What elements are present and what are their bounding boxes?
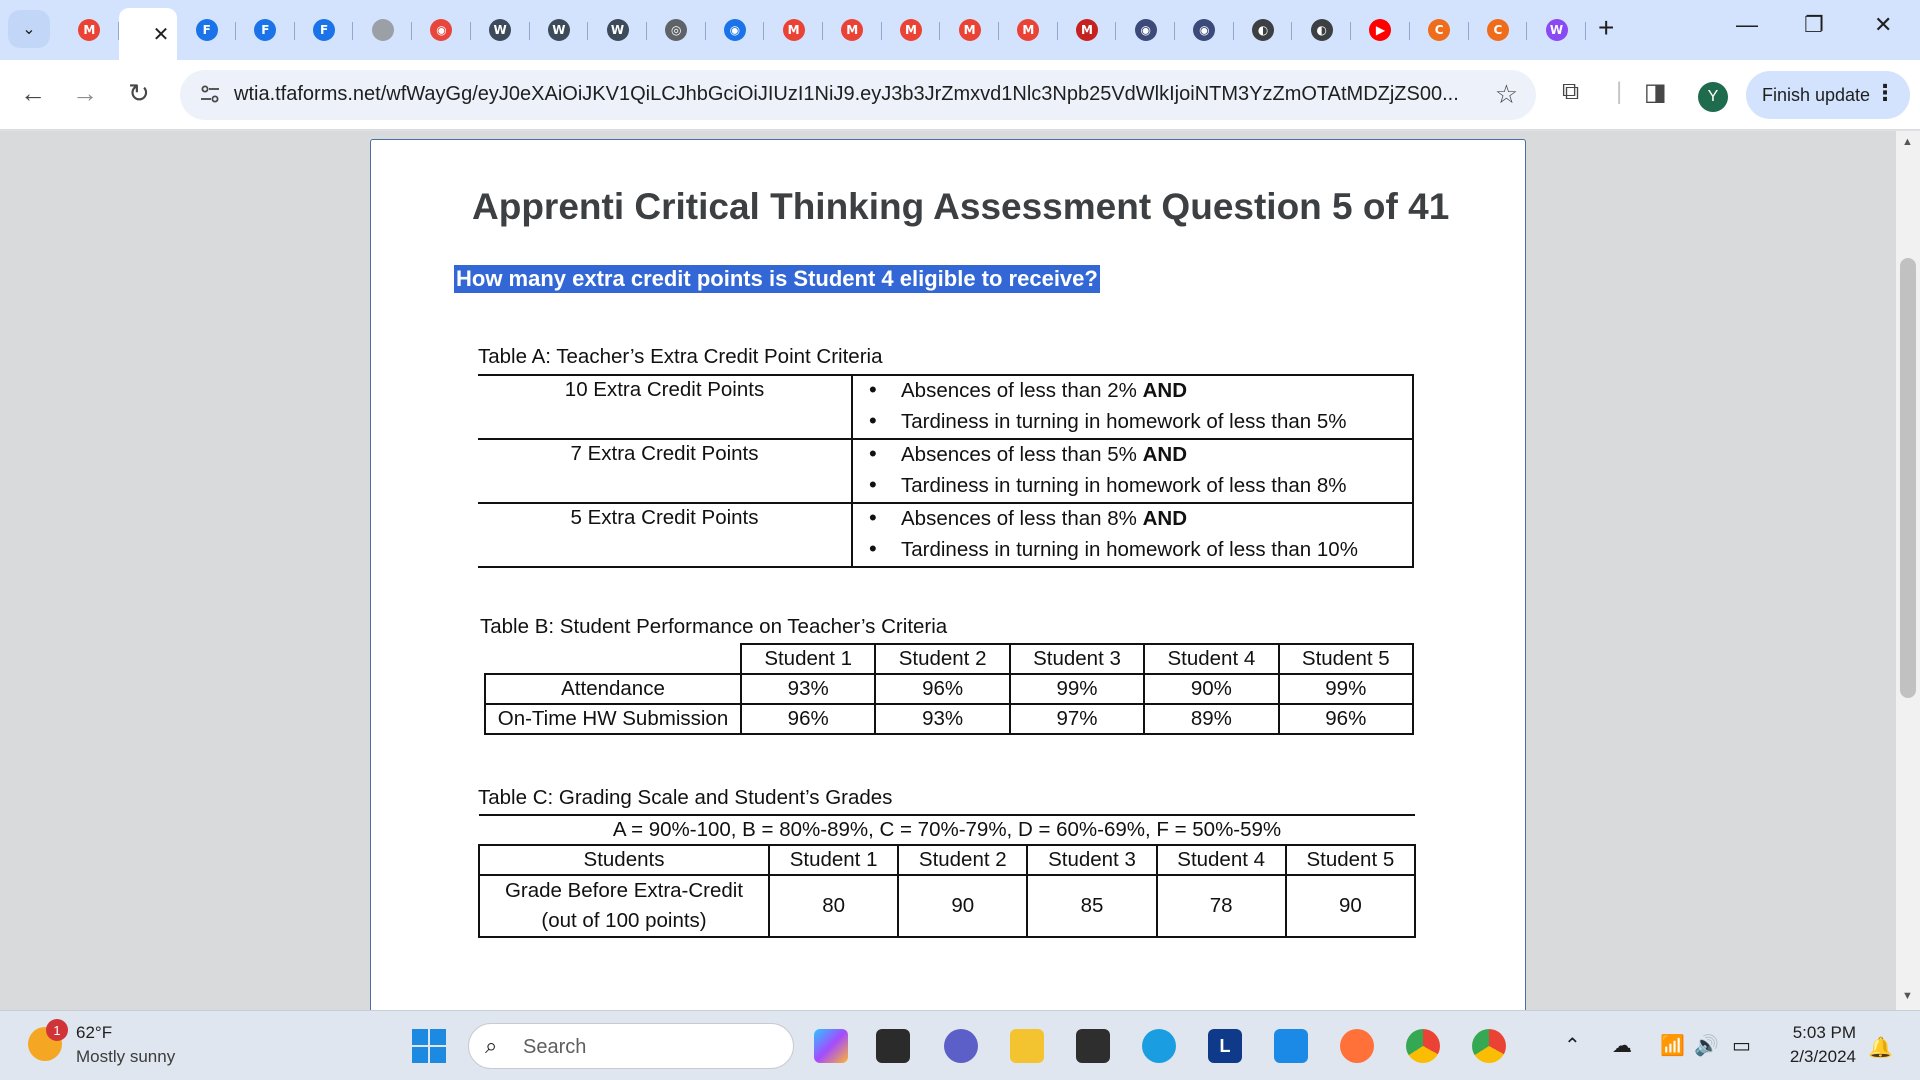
table-row (485, 674, 1413, 704)
mail-icon: M (1076, 19, 1098, 41)
criteria-tardiness: • Tardiness in turning in homework of less than 8% (865, 471, 1412, 502)
browser-tab[interactable] (1469, 8, 1528, 52)
chevron-down-icon: ⌄ (22, 21, 36, 38)
browser-tab[interactable] (1058, 8, 1117, 52)
chrome-icon[interactable] (1472, 1029, 1506, 1063)
taskbar-search[interactable] (468, 1023, 794, 1069)
canva-icon: C (1428, 19, 1450, 41)
table-cell: 93% (875, 704, 1009, 734)
column-header: Student 5 (1279, 644, 1413, 674)
volume-icon[interactable]: 🔊 (1694, 1035, 1719, 1057)
gmail-icon: M (900, 19, 922, 41)
taskbar (0, 1010, 1920, 1080)
weather-temperature[interactable]: 62°F (76, 1023, 113, 1042)
forward-icon[interactable]: → (72, 78, 98, 108)
criteria-cell (852, 439, 1413, 503)
browser-tab[interactable] (588, 8, 647, 52)
table-row (485, 704, 1413, 734)
table-header-row (479, 845, 1415, 875)
column-header: Student 1 (769, 845, 898, 875)
table-cell: 96% (875, 674, 1009, 704)
criteria-text: Absences of less than 8% (901, 507, 1137, 530)
table-cell: 96% (741, 704, 875, 734)
side-panel-icon[interactable]: ◨ (1644, 79, 1667, 106)
taskbar-search-placeholder: Search (523, 1036, 587, 1058)
toolbar-divider: | (1616, 78, 1623, 105)
criteria-list (865, 376, 1412, 438)
wordpress-icon: W (489, 19, 511, 41)
question-text: How many extra credit points is Student 4 eligible to receive? (456, 266, 1098, 291)
gmail-icon: M (959, 19, 981, 41)
criteria-text: Absences of less than 2% (901, 379, 1137, 402)
browser-tab[interactable] (1234, 8, 1293, 52)
restore-icon[interactable]: ❐ (1804, 12, 1824, 37)
table-cell: 80 (769, 875, 898, 937)
cloud-sync-icon[interactable]: ☁ (1612, 1035, 1632, 1057)
criteria-absences (865, 376, 1412, 407)
address-bar[interactable] (180, 70, 1536, 120)
table-cell: 85 (1027, 875, 1156, 937)
column-header: Student 3 (1010, 644, 1144, 674)
forms-icon: F (254, 19, 276, 41)
criteria-tardiness: • Tardiness in turning in homework of less than 5% (865, 407, 1412, 438)
search-icon: ⌕ (485, 1033, 498, 1058)
browser-tab[interactable] (177, 8, 236, 52)
credit-level: 10 Extra Credit Points (478, 375, 852, 439)
scroll-up-icon[interactable]: ▲ (1902, 136, 1913, 148)
column-header: Student 4 (1157, 845, 1286, 875)
table-cell: 78 (1157, 875, 1286, 937)
gmail-icon: M (841, 19, 863, 41)
criteria-list (865, 504, 1412, 566)
browser-tab[interactable] (940, 8, 999, 52)
globe-icon: ◐ (1252, 19, 1274, 41)
table-b-caption: Table B: Student Performance on Teacher’s Criteria (480, 615, 948, 638)
more-menu-icon: ⋮ (1874, 80, 1896, 105)
notification-badge: 1 (46, 1019, 68, 1041)
browser-toolbar (0, 60, 1920, 130)
lockdown-browser-icon[interactable]: L (1208, 1029, 1242, 1063)
grade-label: Grade Before Extra-Credit (504, 879, 744, 902)
tab-list (60, 8, 1586, 52)
empty-cell (485, 644, 741, 674)
gmail-icon: M (1017, 19, 1039, 41)
new-tab-button[interactable]: + (1598, 12, 1615, 43)
gmail-icon: M (783, 19, 805, 41)
criteria-cell (852, 503, 1413, 567)
table-c-caption: Table C: Grading Scale and Student’s Grades (478, 786, 893, 809)
site-icon: ◉ (724, 19, 746, 41)
meet-chat-icon[interactable] (944, 1029, 978, 1063)
column-header: Student 2 (875, 644, 1009, 674)
browser-tab[interactable] (1527, 8, 1586, 52)
clock-date[interactable]: 2/3/2024 (1789, 1047, 1856, 1066)
table-cell: 89% (1144, 704, 1278, 734)
column-header: Student 3 (1027, 845, 1156, 875)
close-window-icon[interactable]: ✕ (1874, 12, 1893, 37)
criteria-absences (865, 504, 1412, 535)
scroll-down-icon[interactable]: ▼ (1902, 990, 1913, 1002)
finish-update-button[interactable] (1746, 71, 1910, 119)
forms-icon: F (196, 19, 218, 41)
criteria-cell (852, 375, 1413, 439)
column-header: Student 4 (1144, 644, 1278, 674)
browser-tab[interactable] (706, 8, 765, 52)
browser-tab[interactable] (236, 8, 295, 52)
youtube-icon: ▶ (1369, 19, 1391, 41)
grading-scale: A = 90%-100, B = 80%-89%, C = 70%-79%, D = 60%-69%, F = 50%-59% (479, 815, 1415, 845)
table-a (478, 374, 1414, 568)
browser-tab[interactable] (1175, 8, 1234, 52)
table-cell: 99% (1010, 674, 1144, 704)
browser-tab[interactable] (647, 8, 706, 52)
notification-bell-icon[interactable]: 🔔 (1868, 1037, 1893, 1059)
reload-icon[interactable]: ↻ (128, 78, 150, 108)
row-label: On-Time HW Submission (485, 704, 741, 734)
row-label: Attendance (485, 674, 741, 704)
criteria-list (865, 440, 1412, 502)
table-cell: 90 (1286, 875, 1415, 937)
table-row (478, 439, 1413, 503)
browser-tab[interactable] (1292, 8, 1351, 52)
back-icon[interactable]: ← (20, 78, 46, 108)
loading-icon (372, 19, 394, 41)
app-icon: ◉ (430, 19, 452, 41)
finish-update-label: Finish update (1762, 84, 1871, 105)
scrollbar-thumb[interactable] (1900, 258, 1916, 698)
profile-avatar[interactable]: Y (1698, 82, 1728, 112)
tab-strip (0, 0, 1920, 60)
criteria-and: AND (1142, 507, 1188, 530)
grade-label-unit: (out of 100 points) (541, 909, 707, 932)
browser-tab[interactable] (823, 8, 882, 52)
page-title: Apprenti Critical Thinking Assessment Question 5 of 41 (472, 186, 1450, 227)
globe-icon: ◐ (1311, 19, 1333, 41)
table-a-caption: Table A: Teacher’s Extra Credit Point Criteria (478, 345, 883, 368)
table-c (478, 814, 1416, 938)
browser-tab[interactable] (353, 8, 412, 52)
criteria-text: Absences of less than 5% (901, 443, 1137, 466)
criteria-tardiness: • Tardiness in turning in homework of less than 10% (865, 535, 1412, 566)
store-icon[interactable] (1076, 1029, 1110, 1063)
browser-tab[interactable] (119, 8, 178, 60)
table-cell: 97% (1010, 704, 1144, 734)
browser-tab[interactable] (1351, 8, 1410, 52)
browser-tab[interactable] (1410, 8, 1469, 52)
table-cell: 99% (1279, 674, 1413, 704)
row-label (479, 875, 769, 937)
table-row (479, 875, 1415, 937)
scale-row (479, 815, 1415, 845)
table-cell: 90% (1144, 674, 1278, 704)
credit-level: 5 Extra Credit Points (478, 503, 852, 567)
criteria-and: AND (1142, 443, 1188, 466)
clock-time[interactable]: 5:03 PM (1792, 1023, 1856, 1042)
column-header: Student 2 (898, 845, 1027, 875)
canva-icon: C (1487, 19, 1509, 41)
table-row (478, 375, 1413, 439)
task-view-icon[interactable] (876, 1029, 910, 1063)
forms-icon: F (313, 19, 335, 41)
extensions-icon[interactable]: ⧉ (1562, 78, 1580, 105)
settings-icon: ◎ (665, 19, 687, 41)
column-header: Student 1 (741, 644, 875, 674)
credit-level: 7 Extra Credit Points (478, 439, 852, 503)
criteria-and: AND (1142, 379, 1188, 402)
table-cell: 90 (898, 875, 1027, 937)
browser-tab[interactable] (882, 8, 941, 52)
app-icon: ◉ (1193, 19, 1215, 41)
browser-tab[interactable] (764, 8, 823, 52)
browser-tab[interactable] (295, 8, 354, 52)
gmail-icon: M (78, 19, 100, 41)
wordpress-icon: W (607, 19, 629, 41)
app-ring-icon[interactable] (1274, 1029, 1308, 1063)
tray-overflow-icon[interactable]: ⌃ (1564, 1035, 1581, 1057)
row-label: Students (479, 845, 769, 875)
table-row (478, 503, 1413, 567)
table-header-row (485, 644, 1413, 674)
edge-icon[interactable] (1142, 1029, 1176, 1063)
minimize-icon[interactable]: — (1736, 12, 1758, 37)
column-header: Student 5 (1286, 845, 1415, 875)
close-icon[interactable]: ✕ (152, 23, 170, 46)
bookmark-star-icon[interactable]: ☆ (1494, 79, 1518, 109)
browser-tab[interactable] (412, 8, 471, 52)
table-cell: 93% (741, 674, 875, 704)
browser-tab[interactable] (1116, 8, 1175, 52)
wifi-icon[interactable]: 📶 (1660, 1035, 1685, 1057)
copilot-icon[interactable] (814, 1029, 848, 1063)
browser-tab[interactable] (530, 8, 589, 52)
wordpress-icon: W (548, 19, 570, 41)
app-icon: W (1546, 19, 1568, 41)
weather-condition[interactable]: Mostly sunny (76, 1047, 176, 1066)
file-explorer-icon[interactable] (1010, 1029, 1044, 1063)
battery-icon[interactable]: ▭ (1732, 1035, 1751, 1057)
chrome-profile-icon[interactable] (1406, 1029, 1440, 1063)
app-icon: ◉ (1135, 19, 1157, 41)
criteria-absences (865, 440, 1412, 471)
url-text[interactable]: wtia.tfaforms.net/wfWayGg/eyJ0eXAiOiJKV1QiLCJhbGciOiJIUzI1NiJ9.eyJ3b3JrZmxvd1Nlc3Npb25VdWlkIjoiNTM3YzZmOTAtMDZjZS00... (234, 83, 1459, 105)
browser-tab[interactable] (60, 8, 119, 52)
browser-tab[interactable] (471, 8, 530, 52)
browser-tab[interactable] (999, 8, 1058, 52)
firefox-icon[interactable] (1340, 1029, 1374, 1063)
site-settings-icon[interactable] (198, 82, 222, 106)
tab-search-button[interactable] (8, 10, 50, 48)
start-button[interactable] (412, 1029, 446, 1063)
table-cell: 96% (1279, 704, 1413, 734)
table-b (484, 643, 1414, 735)
